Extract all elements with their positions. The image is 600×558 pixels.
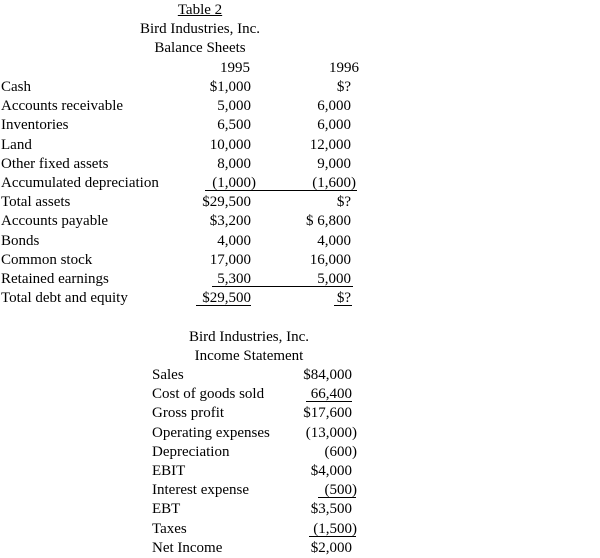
underline-retained-earnings xyxy=(212,286,353,287)
company-name: Bird Industries, Inc. xyxy=(140,21,260,37)
underline-accumulated-depreciation xyxy=(205,190,357,191)
income-company-name: Bird Industries, Inc. xyxy=(189,329,309,345)
is-label-net-income: Net Income xyxy=(152,540,223,556)
underline-taxes xyxy=(309,536,356,537)
bs-1996-cash: $? xyxy=(336,79,351,95)
bs-label-accumulated-depreciation: Accumulated depreciation xyxy=(1,175,159,191)
is-value-net-income: $2,000 xyxy=(310,540,352,556)
bs-1996-common-stock: 16,000 xyxy=(309,252,351,268)
bs-1996-total-debt-equity: $? xyxy=(336,290,351,306)
bs-1996-accounts-receivable: 6,000 xyxy=(317,98,351,114)
is-value-gross-profit: $17,600 xyxy=(303,405,352,421)
bs-1995-total-assets: $29,500 xyxy=(202,194,251,210)
bs-1995-land: 10,000 xyxy=(209,137,251,153)
bs-label-other-fixed-assets: Other fixed assets xyxy=(1,156,109,172)
bs-label-cash: Cash xyxy=(1,79,31,95)
is-value-interest-expense: (500) xyxy=(324,482,357,498)
is-value-depreciation: (600) xyxy=(324,444,357,460)
bs-1995-accounts-receivable: 5,000 xyxy=(217,98,251,114)
underline-interest-expense xyxy=(318,497,356,498)
income-statement-title: Income Statement xyxy=(194,348,304,364)
bs-label-bonds: Bonds xyxy=(1,233,40,249)
balance-sheet-title: Balance Sheets xyxy=(154,40,246,56)
is-label-ebit: EBIT xyxy=(152,463,186,479)
bs-label-inventories: Inventories xyxy=(1,117,69,133)
bs-1995-accounts-payable: $3,200 xyxy=(209,213,251,229)
bs-label-retained-earnings: Retained earnings xyxy=(1,271,109,287)
is-label-operating-expenses: Operating expenses xyxy=(152,425,270,441)
bs-1995-cash: $1,000 xyxy=(209,79,251,95)
is-label-gross-profit: Gross profit xyxy=(152,405,225,421)
table-label: Table 2 xyxy=(177,2,223,18)
is-value-ebt: $3,500 xyxy=(310,501,352,517)
bs-1995-other-fixed-assets: 8,000 xyxy=(217,156,251,172)
is-label-taxes: Taxes xyxy=(152,521,187,537)
bs-1996-other-fixed-assets: 9,000 xyxy=(317,156,351,172)
bs-label-land: Land xyxy=(1,137,32,153)
bs-1996-accumulated-depreciation: (1,600) xyxy=(312,175,356,191)
is-value-sales: $84,000 xyxy=(303,367,352,383)
bs-1996-inventories: 6,000 xyxy=(317,117,351,133)
bs-1996-land: 12,000 xyxy=(309,137,351,153)
underline-cogs xyxy=(306,401,352,402)
bs-1996-accounts-payable: $ 6,800 xyxy=(306,213,351,229)
is-value-taxes: (1,500) xyxy=(313,521,357,537)
bs-1996-retained-earnings: 5,000 xyxy=(317,271,351,287)
bs-label-total-assets: Total assets xyxy=(1,194,71,210)
underline-total-debt-equity-1996 xyxy=(334,305,352,306)
bs-1996-bonds: 4,000 xyxy=(317,233,351,249)
bs-1995-retained-earnings: 5,300 xyxy=(217,271,251,287)
is-value-cogs: 66,400 xyxy=(310,386,352,402)
bs-1995-common-stock: 17,000 xyxy=(209,252,251,268)
is-label-sales: Sales xyxy=(152,367,184,383)
bs-1995-accumulated-depreciation: (1,000) xyxy=(212,175,256,191)
is-label-interest-expense: Interest expense xyxy=(152,482,250,498)
underline-total-debt-equity-1995 xyxy=(196,305,251,306)
is-label-depreciation: Depreciation xyxy=(152,444,230,460)
year-1995-header: 1995 xyxy=(220,60,250,76)
bs-1995-inventories: 6,500 xyxy=(217,117,251,133)
bs-label-total-debt-equity: Total debt and equity xyxy=(1,290,128,306)
is-value-operating-expenses: (13,000) xyxy=(305,425,357,441)
is-value-ebit: $4,000 xyxy=(310,463,352,479)
bs-1995-total-debt-equity: $29,500 xyxy=(202,290,251,306)
bs-label-accounts-receivable: Accounts receivable xyxy=(1,98,124,114)
bs-label-common-stock: Common stock xyxy=(1,252,93,268)
is-label-ebt: EBT xyxy=(152,501,181,517)
year-1996-header: 1996 xyxy=(329,60,359,76)
is-label-cogs: Cost of goods sold xyxy=(152,386,265,402)
bs-1995-bonds: 4,000 xyxy=(217,233,251,249)
bs-1996-total-assets: $? xyxy=(336,194,351,210)
bs-label-accounts-payable: Accounts payable xyxy=(1,213,109,229)
